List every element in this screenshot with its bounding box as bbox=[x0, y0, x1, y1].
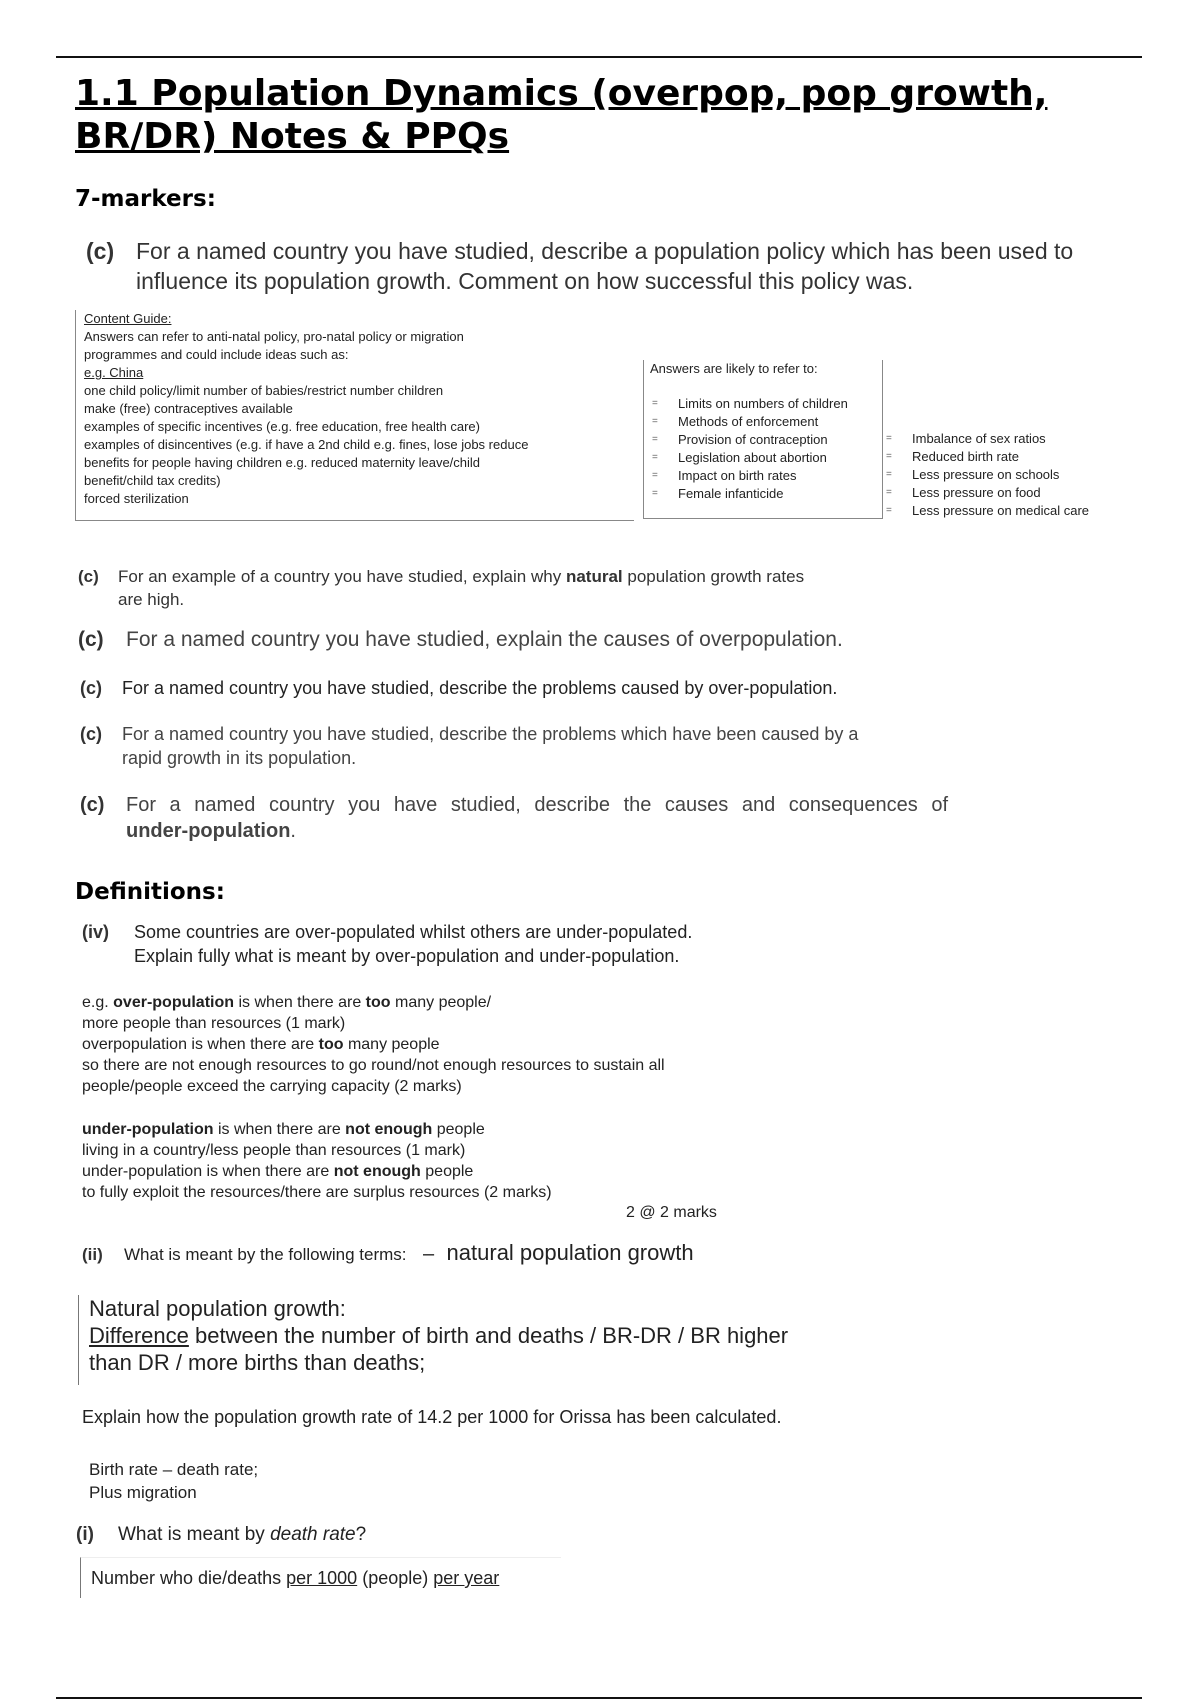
answer-text: to fully exploit the resources/there are surplus resources (2 marks) bbox=[82, 1184, 552, 1201]
content-guide-item: examples of disincentives (e.g. if have a 2nd child e.g. fines, lose jobs reduce bbox=[84, 437, 529, 452]
answer-item: = Impact on birth rates bbox=[650, 467, 882, 485]
question-label: (iv) bbox=[82, 922, 109, 942]
answer-item: = Reduced birth rate bbox=[884, 448, 1144, 466]
answer-bold: not enough bbox=[333, 1163, 421, 1180]
npg-heading: Natural population growth: bbox=[89, 1296, 346, 1321]
question-text: Some countries are over-populated whilst others are under-populated. bbox=[134, 922, 693, 942]
question-causes-overpop bbox=[78, 628, 1078, 652]
answers-likely-box bbox=[643, 360, 883, 519]
answer-text: is when there are bbox=[238, 994, 362, 1011]
question-term: natural population growth bbox=[446, 1240, 694, 1265]
question-text: For a named country you have studied, explain the causes of overpopulation. bbox=[126, 628, 843, 651]
content-guide-item: make (free) contraceptives available bbox=[84, 401, 293, 416]
answer-text: overpopulation is when there are bbox=[82, 1036, 315, 1053]
question-text: What is meant by the following terms: bbox=[124, 1245, 407, 1264]
definitions-heading: Definitions: bbox=[75, 879, 225, 905]
bottom-rule bbox=[56, 1697, 1142, 1699]
answer-text: e.g. bbox=[82, 994, 109, 1011]
answer-text: many people bbox=[347, 1036, 440, 1053]
question-rapid-growth bbox=[80, 722, 1080, 770]
answer-text: living in a country/less people than resources (1 mark) bbox=[82, 1142, 466, 1159]
answer-underlined: per year bbox=[433, 1568, 500, 1588]
content-guide-item: benefits for people having children e.g. reduced maternity leave/child bbox=[84, 455, 481, 470]
question-iv bbox=[82, 920, 982, 968]
question-text: For a named country you have studied, describe the causes and consequences of bbox=[126, 794, 949, 816]
answer-item: = Less pressure on medical care bbox=[884, 502, 1144, 520]
question-policy bbox=[86, 236, 1146, 296]
top-rule bbox=[56, 56, 1142, 58]
question-label: (c) bbox=[80, 678, 102, 698]
orissa-answer bbox=[89, 1458, 258, 1504]
answers-likely-heading: Answers are likely to refer to: bbox=[650, 361, 818, 376]
answer-bold: too bbox=[365, 994, 391, 1011]
question-text: For a named country you have studied, describe a population policy which has been used to influence its population growth. Comment on how successful this policy was. bbox=[136, 238, 1074, 294]
answer-text: so there are not enough resources to go round/not enough resources to sustain all bbox=[82, 1057, 665, 1074]
answer-text: under-population is when there are bbox=[82, 1163, 330, 1180]
answer-text: people bbox=[425, 1163, 474, 1180]
npg-text: between the number of birth and deaths / BR-DR / BR higher bbox=[195, 1323, 789, 1348]
answer-item: = Provision of contraception bbox=[650, 431, 882, 449]
question-underpop bbox=[80, 792, 1080, 844]
question-text: For a named country you have studied, describe the problems which have been caused by a bbox=[122, 724, 859, 744]
answer-text: people/people exceed the carrying capacity (2 marks) bbox=[82, 1078, 462, 1095]
answer-bold: under-population bbox=[82, 1121, 214, 1138]
page-title: 1.1 Population Dynamics (overpop, pop growth, BR/DR) Notes & PPQs bbox=[75, 73, 1048, 157]
question-text: population growth rates bbox=[627, 567, 805, 586]
question-label: (ii) bbox=[82, 1245, 103, 1264]
answers-list-1 bbox=[650, 395, 882, 503]
orissa-question: Explain how the population growth rate of 14.2 per 1000 for Orissa has been calculated. bbox=[82, 1407, 782, 1427]
question-label: (c) bbox=[78, 628, 104, 651]
seven-markers-heading: 7-markers: bbox=[75, 186, 216, 212]
question-natural-growth bbox=[78, 565, 978, 611]
answer-item: = Methods of enforcement bbox=[650, 413, 882, 431]
answer-bold: too bbox=[318, 1036, 344, 1053]
answer-text: Number who die/deaths bbox=[91, 1568, 282, 1588]
content-guide-item: forced sterilization bbox=[84, 491, 189, 506]
question-text: are high. bbox=[118, 590, 185, 609]
content-guide-heading: Content Guide: bbox=[84, 311, 172, 326]
content-guide-line: programmes and could include ideas such as: bbox=[84, 347, 349, 362]
question-label: (c) bbox=[80, 794, 105, 816]
answer-item: = Less pressure on schools bbox=[884, 466, 1144, 484]
question-text: For a named country you have studied, describe the problems caused by over-population. bbox=[122, 678, 838, 698]
answer-text: Plus migration bbox=[89, 1483, 197, 1502]
under-population-answer bbox=[82, 1119, 882, 1203]
question-label: (c) bbox=[86, 238, 115, 264]
content-guide-example: e.g. China bbox=[84, 365, 144, 380]
question-text: What is meant by bbox=[118, 1524, 265, 1545]
content-guide-item: examples of specific incentives (e.g. free education, free health care) bbox=[84, 419, 480, 434]
question-dash: – bbox=[422, 1243, 435, 1265]
question-text: . bbox=[290, 820, 296, 842]
answers-list-2 bbox=[884, 430, 1144, 520]
death-rate-answer-box bbox=[80, 1557, 561, 1598]
answer-item: = Limits on numbers of children bbox=[650, 395, 882, 413]
content-guide-box bbox=[75, 310, 634, 521]
question-ii bbox=[82, 1240, 982, 1266]
answer-text: (people) bbox=[362, 1568, 429, 1588]
npg-answer-box bbox=[78, 1295, 889, 1385]
question-text: Explain fully what is meant by over-population and under-population. bbox=[134, 946, 680, 966]
content-guide-line: Answers can refer to anti-natal policy, pro-natal policy or migration bbox=[84, 329, 464, 344]
answer-item: = Legislation about abortion bbox=[650, 449, 882, 467]
question-label: (i) bbox=[76, 1524, 94, 1545]
answer-text: is when there are bbox=[217, 1121, 341, 1138]
marks-note: 2 @ 2 marks bbox=[626, 1204, 717, 1221]
answer-item: = Less pressure on food bbox=[884, 484, 1144, 502]
npg-underlined: Difference bbox=[89, 1323, 189, 1348]
npg-text: than DR / more births than deaths; bbox=[89, 1350, 426, 1375]
answer-text: many people/ bbox=[395, 994, 492, 1011]
content-guide-item: benefit/child tax credits) bbox=[84, 473, 221, 488]
question-italic: death rate bbox=[270, 1524, 356, 1545]
question-bold: under-population bbox=[126, 820, 291, 842]
question-text: For an example of a country you have studied, explain why bbox=[118, 567, 562, 586]
question-bold: natural bbox=[565, 567, 623, 586]
question-label: (c) bbox=[78, 567, 99, 586]
answer-text: people bbox=[436, 1121, 485, 1138]
over-population-answer bbox=[82, 992, 882, 1097]
answer-text: Birth rate – death rate; bbox=[89, 1460, 259, 1479]
question-problems-overpop bbox=[80, 678, 1080, 699]
content-guide-item: one child policy/limit number of babies/restrict number children bbox=[84, 383, 444, 398]
question-text: rapid growth in its population. bbox=[122, 748, 357, 768]
answer-bold: not enough bbox=[345, 1121, 433, 1138]
answer-bold: over-population bbox=[113, 994, 235, 1011]
answer-item: = Female infanticide bbox=[650, 485, 882, 503]
question-label: (c) bbox=[80, 724, 102, 744]
answer-text: more people than resources (1 mark) bbox=[82, 1015, 346, 1032]
answer-underlined: per 1000 bbox=[286, 1568, 358, 1588]
answer-item: = Imbalance of sex ratios bbox=[884, 430, 1144, 448]
question-text: ? bbox=[355, 1524, 367, 1545]
question-i bbox=[76, 1524, 366, 1546]
